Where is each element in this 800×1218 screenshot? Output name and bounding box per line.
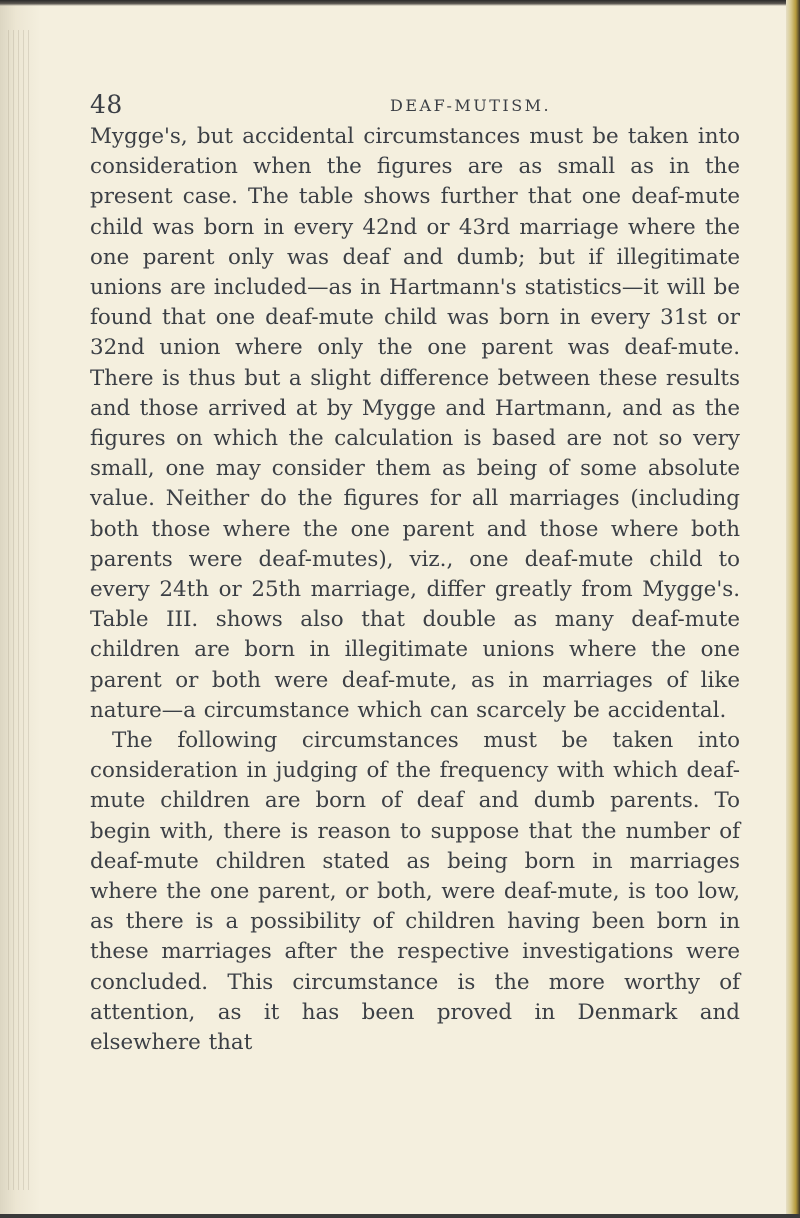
paragraph-2: The following circumstances must be taken into consideration in judging of the frequency with which deaf-mute children are born of deaf and dumb parents. To begin with, there is reason to suppose that the number of deaf-mute children stated as being born in marriages where the one parent, or both, were deaf-mute, is too low, as there is a possibility of children having been born in these marriages after the respective investigations were concluded. This circumstance is the more worthy of attention, as it has been proved in Denmark and elsewhere that <box>90 728 740 1056</box>
body-text <box>90 122 740 1058</box>
book-page <box>90 88 740 1058</box>
scan-top-edge <box>0 0 800 6</box>
paragraph-1: Mygge's, but accidental circumstances must be taken into consideration when the figures are as small as in the present case. The table shows further that one deaf-mute child was born in every 42nd or 43rd marriage where the one parent only was deaf and dumb; but if illegitimate unions are included—as in Hartmann's statistics—it will be found that one deaf-mute child was born in every 31st or 32nd union where only the one parent was deaf-mute. There is thus but a slight difference between these results and those arrived at by Mygge and Hartmann, and as the figures on which the calculation is based are not so very small, one may consider them as being of some absolute value. Neither do the figures for all marriages (including both those where the one parent and those where both parents were deaf-mutes), viz., one deaf-mute child to every 24th or 25th marriage, differ greatly from Mygge's. Table III. shows also that double as many deaf-mute children are born in illegitimate unions where the one parent or both were deaf-mute, as in marriages of like nature—a circumstance which can scarcely be accidental. <box>90 124 740 723</box>
running-head: DEAF-MUTISM. <box>390 96 552 115</box>
scan-bottom-edge <box>0 1214 800 1218</box>
page-gilt-edge <box>786 0 800 1218</box>
page-number: 48 <box>90 90 123 119</box>
book-spine-texture <box>8 30 30 1190</box>
page-header <box>90 88 740 122</box>
